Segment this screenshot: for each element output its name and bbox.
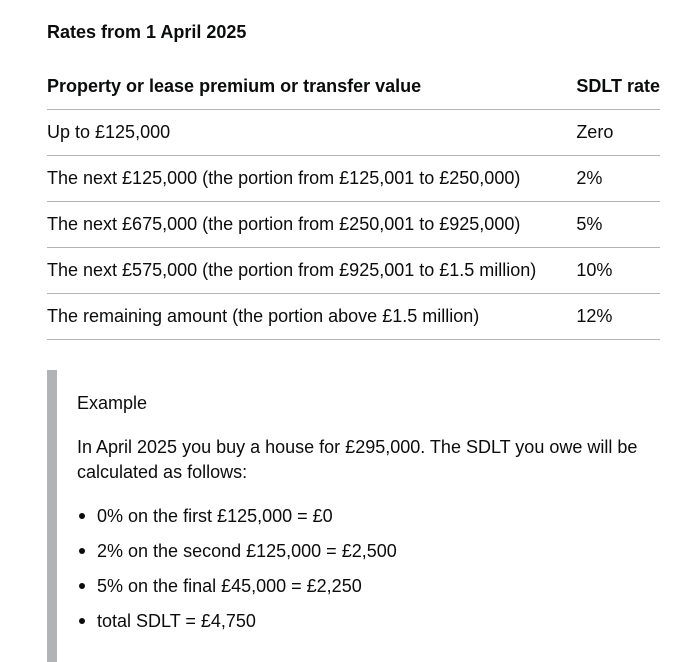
- row-rate: 5%: [576, 202, 660, 248]
- row-rate: 12%: [576, 294, 660, 340]
- table-row: [47, 110, 660, 156]
- list-item: [77, 609, 397, 644]
- example-title: Example: [77, 393, 148, 413]
- list-item: [77, 504, 397, 539]
- row-rate: 10%: [576, 248, 660, 294]
- list-item-text: 5% on the final £45,000 = £2,250: [97, 576, 362, 596]
- row-band: The remaining amount (the portion above £1.5 million): [47, 294, 576, 340]
- sdlt-rates-table: [47, 64, 660, 340]
- example-list: [77, 504, 397, 644]
- bullet-icon: [79, 618, 85, 624]
- row-rate: 2%: [576, 156, 660, 202]
- example-paragraph: In April 2025 you buy a house for £295,000. The SDLT you owe will be calculated as follows:: [77, 437, 638, 482]
- table-row: [47, 248, 660, 294]
- table-row: [47, 156, 660, 202]
- header-sdlt-rate: SDLT rate: [576, 64, 660, 110]
- row-band: The next £575,000 (the portion from £925,001 to £1.5 million): [47, 248, 576, 294]
- bullet-icon: [79, 513, 85, 519]
- bullet-icon: [79, 548, 85, 554]
- table-row: [47, 202, 660, 248]
- list-item: [77, 539, 397, 574]
- row-band: The next £125,000 (the portion from £125,001 to £250,000): [47, 156, 576, 202]
- row-rate: Zero: [576, 110, 660, 156]
- list-item-text: total SDLT = £4,750: [97, 611, 256, 631]
- list-item-text: 2% on the second £125,000 = £2,500: [97, 541, 397, 561]
- header-property-value: Property or lease premium or transfer value: [47, 64, 576, 110]
- list-item-text: 0% on the first £125,000 = £0: [97, 506, 333, 526]
- bullet-icon: [79, 583, 85, 589]
- table-caption: Rates from 1 April 2025: [47, 22, 247, 42]
- example-inset: [47, 370, 660, 662]
- table-row: [47, 294, 660, 340]
- table-header-row: [47, 64, 660, 110]
- row-band: The next £675,000 (the portion from £250,001 to £925,000): [47, 202, 576, 248]
- list-item: [77, 574, 397, 609]
- row-band: Up to £125,000: [47, 110, 576, 156]
